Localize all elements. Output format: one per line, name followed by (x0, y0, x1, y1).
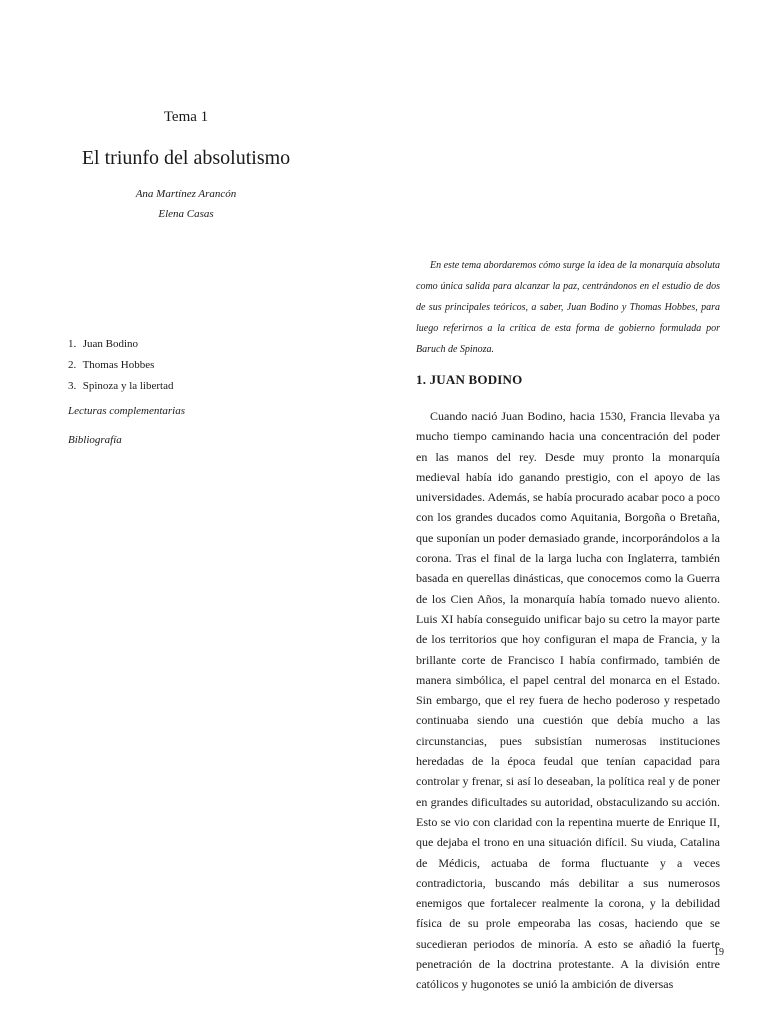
table-of-contents (68, 334, 328, 455)
toc-item (68, 334, 328, 355)
toc-item-label: Juan Bodino (82, 338, 139, 350)
chapter-label: Tema 1 (163, 109, 209, 125)
toc-extra-readings: Lecturas complementarias (68, 405, 186, 417)
author-name: Elena Casas (158, 208, 214, 220)
chapter-abstract: En este tema abordaremos cómo surge la idea de la monarquía absoluta como única salida para alcanzar la paz, centrándonos en el estudio de dos de sus principales teóricos, a saber, Juan Bodino y Thomas Hobbes, para luego referirnos a la crítica de esta forma de gobierno formulada por Baruch de Spinoza. (416, 260, 720, 355)
authors (0, 184, 372, 224)
toc-item-number: 3. (68, 380, 77, 392)
toc-item-number: 1. (68, 338, 77, 350)
page-number: 19 (714, 947, 724, 958)
author-name: Ana Martínez Arancón (135, 188, 237, 200)
toc-item-number: 2. (68, 359, 77, 371)
toc-item (68, 355, 328, 376)
toc-extra-bibliography: Bibliografía (68, 434, 122, 446)
section-heading: 1. JUAN BODINO (416, 372, 523, 387)
toc-item (68, 376, 328, 397)
section-body: Cuando nació Juan Bodino, hacia 1530, Francia llevaba ya mucho tiempo caminando hacia una concentración del poder en las manos del rey. Desde muy pronto la monarquía medieval había ido ganando prestigio, con el apoyo de las universidades. Además, se había procurado acabar poco a poco con los grandes ducados como Aquitania, Borgoña o Bretaña, que suponían un poder demasiado grande, incorporándolos a la corona. Tras el final de la larga lucha con Inglaterra, también basada en querellas dinásticas, que conocemos como la Guerra de los Cien Años, la monarquía había tomado nuevo aliento. Luis XI había conseguido unificar bajo su cetro la mayor parte de los territorios que hoy configuran el mapa de Francia, y la brillante corte de Francisco I había confirmado, también de manera simbólica, el papel central del monarca en el Estado. Sin embargo, que el rey fuera de hecho poderoso y respetado continuaba siendo una cuestión que debía mucho a las circunstancias, pues subsistían numerosas instituciones heredadas de la época feudal que tenían capacidad para controlar y frenar, si así lo deseaban, la política real y de poner en grandes dificultades su autoridad, obstaculizando su acción. Esto se vio con claridad con la repentina muerte de Enrique II, que dejaba el trono en una situación difícil. Su viuda, Catalina de Médicis, actuaba de forma fluctuante y a veces contradictoria, buscando más debilitar a sus numerosos enemigos que fortalecer realmente la corona, y la debilidad física de su prole empeoraba las cosas, haciendo que se sucedieran periodos de minoría. A esto se añadió la fuerte penetración de la doctrina protestante. A la división entre católicos y hugonotes se unió la ambición de diversas (416, 409, 720, 992)
chapter-title: El triunfo del absolutismo (81, 147, 291, 169)
toc-item-label: Thomas Hobbes (82, 359, 155, 371)
toc-item-label: Spinoza y la libertad (82, 380, 174, 392)
